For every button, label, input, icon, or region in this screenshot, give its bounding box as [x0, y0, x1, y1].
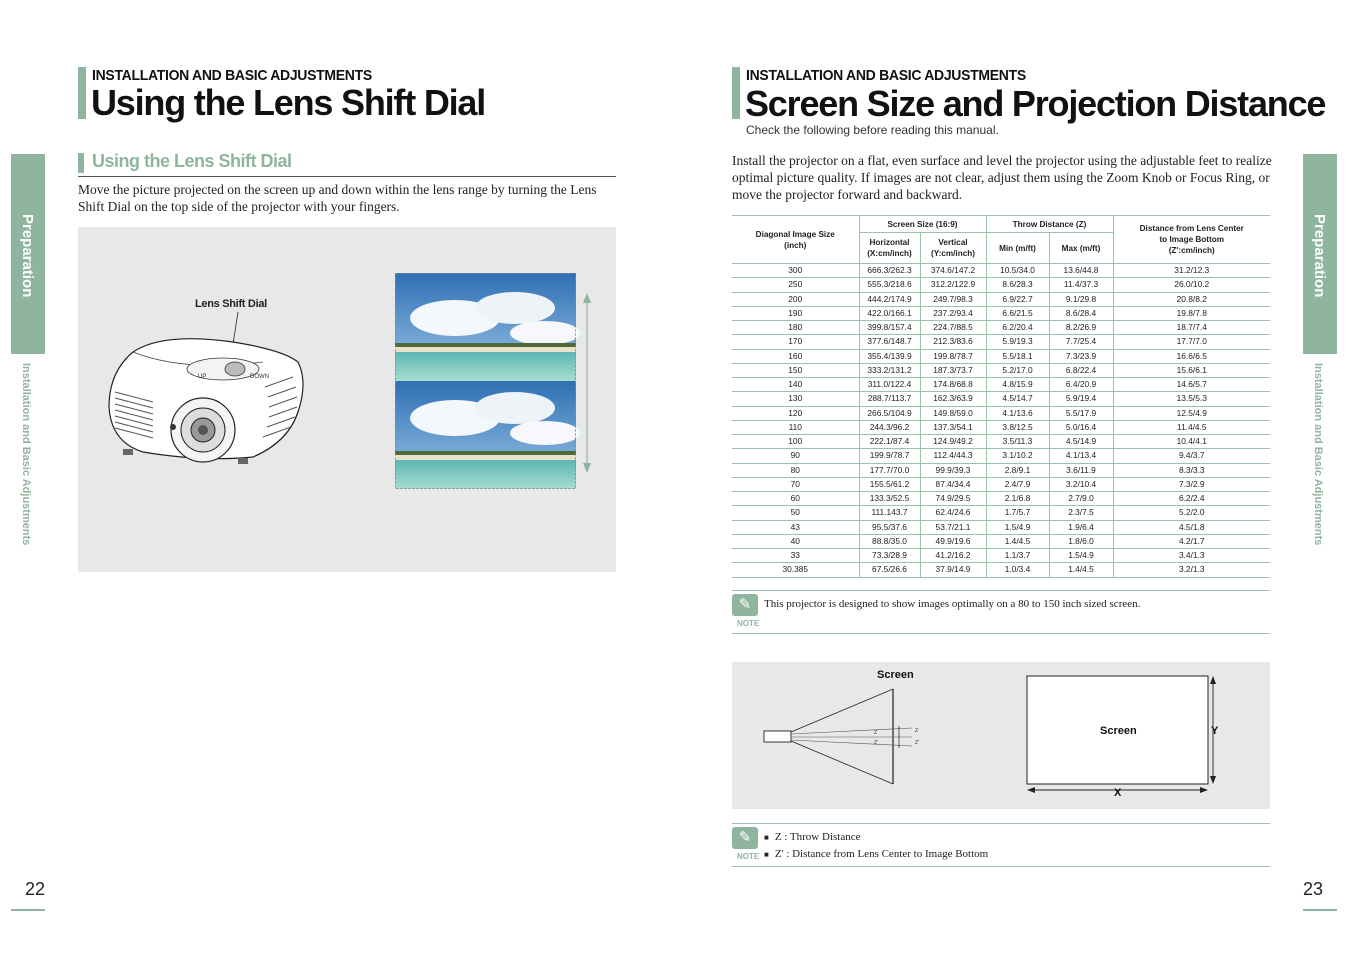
- table-cell: 2.1/6.8: [986, 492, 1049, 506]
- table-row: [732, 292, 1270, 306]
- table-cell: 3.1/10.2: [986, 449, 1049, 463]
- note2-item-2: [764, 846, 988, 863]
- table-cell: 2.8/9.1: [986, 463, 1049, 477]
- th-screen-size: Screen Size (16:9): [859, 216, 986, 233]
- table-body: [732, 264, 1270, 578]
- table-cell: 140: [732, 378, 859, 392]
- table-cell: 666.3/262.3: [859, 264, 920, 278]
- note1-top-rule: [732, 590, 1270, 591]
- table-row: [732, 435, 1270, 449]
- th-vertical: Vertical (Y:cm/inch): [920, 233, 986, 264]
- table-cell: 4.2/1.7: [1113, 534, 1270, 548]
- table-row: [732, 420, 1270, 434]
- table-cell: 222.1/87.4: [859, 435, 920, 449]
- table-cell: 6.8/22.4: [1049, 363, 1113, 377]
- x-axis-label: X: [1114, 787, 1122, 799]
- table-cell: 3.8/12.5: [986, 420, 1049, 434]
- section-divider: [78, 176, 616, 177]
- up-label: UP: [198, 374, 207, 380]
- note1-text: This projector is designed to show images optimally on a 80 to 150 inch sized screen.: [764, 598, 1141, 610]
- y-axis-label: Y: [1211, 725, 1219, 737]
- table-cell: 4.5/1.8: [1113, 520, 1270, 534]
- table-row: [732, 463, 1270, 477]
- table-cell: 62.4/24.6: [920, 506, 986, 520]
- table-cell: 187.3/73.7: [920, 363, 986, 377]
- table-cell: 33: [732, 549, 859, 563]
- table-cell: 244.3/96.2: [859, 420, 920, 434]
- note1-label: NOTE: [737, 619, 760, 628]
- image-upper: [395, 273, 580, 381]
- table-cell: 31.2/12.3: [1113, 264, 1270, 278]
- table-cell: 199.8/78.7: [920, 349, 986, 363]
- bullet-square-icon: ■: [764, 833, 769, 842]
- th-throw: Throw Distance (Z): [986, 216, 1113, 233]
- table-cell: 8.3/3.3: [1113, 463, 1270, 477]
- table-cell: 7.3/2.9: [1113, 477, 1270, 491]
- note2-top-rule: [732, 823, 1270, 824]
- table-cell: 137.3/54.1: [920, 420, 986, 434]
- table-cell: 4.5/14.9: [1049, 435, 1113, 449]
- left-side-tab: [11, 154, 45, 354]
- table-row: [732, 349, 1270, 363]
- table-cell: 3.2/10.4: [1049, 477, 1113, 491]
- table-row: [732, 549, 1270, 563]
- table-cell: 1.7/5.7: [986, 506, 1049, 520]
- right-page-number-rule: [1303, 909, 1337, 911]
- note2-item-1-text: Z : Throw Distance: [774, 831, 861, 843]
- table-cell: 3.4/1.3: [1113, 549, 1270, 563]
- projector-box: [764, 731, 791, 742]
- table-cell: 90: [732, 449, 859, 463]
- table-cell: 1.4/4.5: [1049, 563, 1113, 577]
- table-cell: 1.8/6.0: [1049, 534, 1113, 548]
- note-pencil-icon: ✎: [732, 594, 758, 616]
- table-cell: 74.9/29.5: [920, 492, 986, 506]
- table-cell: 155.5/61.2: [859, 477, 920, 491]
- right-side-tab: [1303, 154, 1337, 354]
- table-cell: 30.385: [732, 563, 859, 577]
- table-cell: 49.9/19.6: [920, 534, 986, 548]
- table-cell: 9.1/29.8: [1049, 292, 1113, 306]
- right-page-number: 23: [1303, 879, 1324, 899]
- table-cell: 3.5/11.3: [986, 435, 1049, 449]
- right-side-text: Installation and Basic Adjustments: [1312, 363, 1324, 546]
- table-cell: 224.7/88.5: [920, 321, 986, 335]
- table-cell: 4.8/15.9: [986, 378, 1049, 392]
- table-cell: 199.9/78.7: [859, 449, 920, 463]
- table-cell: 355.4/139.9: [859, 349, 920, 363]
- table-cell: 2.7/9.0: [1049, 492, 1113, 506]
- table-cell: 17.7/7.0: [1113, 335, 1270, 349]
- side-screen-label: Screen: [877, 669, 914, 681]
- table-cell: 15.6/6.1: [1113, 363, 1270, 377]
- table-cell: 8.2/26.9: [1049, 321, 1113, 335]
- table-cell: 7.3/23.9: [1049, 349, 1113, 363]
- table-cell: 1.0/3.4: [986, 563, 1049, 577]
- table-cell: 67.5/26.6: [859, 563, 920, 577]
- table-cell: 1.4/4.5: [986, 534, 1049, 548]
- table-cell: 37.9/14.9: [920, 563, 986, 577]
- table-cell: 20.8/8.2: [1113, 292, 1270, 306]
- table-cell: 212.3/83.6: [920, 335, 986, 349]
- left-kicker: INSTALLATION AND BASIC ADJUSTMENTS: [92, 66, 372, 84]
- projector-illustration: [103, 312, 313, 472]
- table-row: [732, 477, 1270, 491]
- left-section-bar: [78, 153, 84, 173]
- table-cell: 11.4/4.5: [1113, 420, 1270, 434]
- table-cell: 40: [732, 534, 859, 548]
- projected-images: [395, 273, 595, 493]
- left-section-heading: Using the Lens Shift Dial: [92, 151, 292, 171]
- table-cell: 95.5/37.6: [859, 520, 920, 534]
- dial-label: Lens Shift Dial: [195, 298, 267, 310]
- left-body-text: Move the picture projected on the screen up and down within the lens range by turning the Lens Shift Dial on the top side of the projector with your fingers.: [78, 182, 597, 214]
- table-cell: 50: [732, 506, 859, 520]
- zp-label-a: Z': [874, 740, 879, 746]
- table-cell: 190: [732, 306, 859, 320]
- table-cell: 6.2/2.4: [1113, 492, 1270, 506]
- table-cell: 1.1/3.7: [986, 549, 1049, 563]
- table-row: [732, 563, 1270, 577]
- table-cell: 13.5/5.3: [1113, 392, 1270, 406]
- table-row: [732, 306, 1270, 320]
- table-cell: 6.6/21.5: [986, 306, 1049, 320]
- projection-diagram-svg: [732, 662, 1270, 809]
- table-cell: 555.3/218.6: [859, 278, 920, 292]
- left-page-number-rule: [11, 909, 45, 911]
- table-cell: 5.5/18.1: [986, 349, 1049, 363]
- table-cell: 3.6/11.9: [1049, 463, 1113, 477]
- table-cell: 399.8/157.4: [859, 321, 920, 335]
- left-side-tab-label: Preparation: [19, 214, 36, 298]
- table-cell: 422.0/166.1: [859, 306, 920, 320]
- front-screen-label: Screen: [1100, 725, 1137, 737]
- table-row: [732, 406, 1270, 420]
- table-cell: 5.2/17.0: [986, 363, 1049, 377]
- note-pencil-icon-2: ✎: [732, 827, 758, 849]
- table-cell: 444.2/174.9: [859, 292, 920, 306]
- table-cell: 300: [732, 264, 859, 278]
- table-cell: 1.5/4.9: [986, 520, 1049, 534]
- th-distance: Distance from Lens Center to Image Bottom (Z':cm/inch): [1113, 216, 1270, 264]
- table-cell: 110: [732, 420, 859, 434]
- table-cell: 1.5/4.9: [1049, 549, 1113, 563]
- table-cell: 150: [732, 363, 859, 377]
- table-cell: 4.5/14.7: [986, 392, 1049, 406]
- right-body-text: Install the projector on a flat, even surface and level the projector using the adjustable feet to realize optimal picture quality. If images are not clear, adjust them using the Zoom Knob or Focus Ring, or move the projector forward and backward.: [732, 153, 1272, 202]
- projection-distance-table: [732, 215, 1270, 578]
- table-row: [732, 264, 1270, 278]
- table-cell: 6.4/20.9: [1049, 378, 1113, 392]
- table-cell: 162.3/63.9: [920, 392, 986, 406]
- table-cell: 111.143.7: [859, 506, 920, 520]
- table-cell: 1.9/6.4: [1049, 520, 1113, 534]
- right-page-title: Screen Size and Projection Distance: [745, 83, 1326, 124]
- table-cell: 26.0/10.2: [1113, 278, 1270, 292]
- right-subtitle: Check the following before reading this manual.: [746, 123, 999, 137]
- table-cell: 7.7/25.4: [1049, 335, 1113, 349]
- table-row: [732, 378, 1270, 392]
- left-page-title: Using the Lens Shift Dial: [91, 82, 486, 123]
- table-cell: 19.8/7.8: [1113, 306, 1270, 320]
- table-cell: 180: [732, 321, 859, 335]
- table-cell: 13.6/44.8: [1049, 264, 1113, 278]
- table-cell: 41.2/16.2: [920, 549, 986, 563]
- table-cell: 6.2/20.4: [986, 321, 1049, 335]
- table-cell: 250: [732, 278, 859, 292]
- table-cell: 12.5/4.9: [1113, 406, 1270, 420]
- table-cell: 120: [732, 406, 859, 420]
- table-row: [732, 520, 1270, 534]
- table-cell: 87.4/34.4: [920, 477, 986, 491]
- table-cell: 16.6/6.5: [1113, 349, 1270, 363]
- table-row: [732, 506, 1270, 520]
- right-kicker: INSTALLATION AND BASIC ADJUSTMENTS: [746, 66, 1026, 84]
- table-cell: 70: [732, 477, 859, 491]
- table-cell: 14.6/5.7: [1113, 378, 1270, 392]
- table-cell: 177.7/70.0: [859, 463, 920, 477]
- table-cell: 266.5/104.9: [859, 406, 920, 420]
- table-cell: 9.4/3.7: [1113, 449, 1270, 463]
- th-min: Min (m/ft): [986, 233, 1049, 264]
- table-cell: 130: [732, 392, 859, 406]
- table-row: [732, 534, 1270, 548]
- table-cell: 133.3/52.5: [859, 492, 920, 506]
- table-cell: 5.5/17.9: [1049, 406, 1113, 420]
- table-cell: 43: [732, 520, 859, 534]
- table-cell: 5.2/2.0: [1113, 506, 1270, 520]
- table-cell: 160: [732, 349, 859, 363]
- table-row: [732, 335, 1270, 349]
- projection-diagram: [732, 662, 1270, 809]
- table-cell: 88.8/35.0: [859, 534, 920, 548]
- note2-item-2-text: Z' : Distance from Lens Center to Image Bottom: [774, 848, 989, 860]
- right-side-tab-label: Preparation: [1311, 214, 1328, 298]
- left-title-bar: [78, 67, 86, 119]
- table-row: [732, 278, 1270, 292]
- down-label: DOWN: [250, 374, 269, 380]
- table-cell: 3.2/1.3: [1113, 563, 1270, 577]
- table-cell: 149.8/59.0: [920, 406, 986, 420]
- table-cell: 174.8/68.8: [920, 378, 986, 392]
- note1-bottom-rule: [732, 633, 1270, 634]
- table-cell: 5.9/19.3: [986, 335, 1049, 349]
- table-cell: 2.4/7.9: [986, 477, 1049, 491]
- bullet-square-icon: ■: [764, 850, 769, 859]
- note2-bottom-rule: [732, 866, 1270, 867]
- table-cell: 200: [732, 292, 859, 306]
- table-cell: 2.3/7.5: [1049, 506, 1113, 520]
- table-cell: 8.6/28.3: [986, 278, 1049, 292]
- table-cell: 288.7/113.7: [859, 392, 920, 406]
- th-max: Max (m/ft): [1049, 233, 1113, 264]
- note2-item-1: [764, 829, 860, 846]
- table-cell: 53.7/21.1: [920, 520, 986, 534]
- table-cell: 8.6/28.4: [1049, 306, 1113, 320]
- table-cell: 6.9/22.7: [986, 292, 1049, 306]
- z-label-a: Z: [874, 730, 878, 736]
- table-cell: 10.4/4.1: [1113, 435, 1270, 449]
- right-title-bar: [732, 67, 740, 119]
- table-cell: 18.7/7.4: [1113, 321, 1270, 335]
- table-cell: 60: [732, 492, 859, 506]
- table-cell: 312.2/122.9: [920, 278, 986, 292]
- table-cell: 73.3/28.9: [859, 549, 920, 563]
- table-cell: 124.9/49.2: [920, 435, 986, 449]
- table-cell: 80: [732, 463, 859, 477]
- table-cell: 249.7/98.3: [920, 292, 986, 306]
- table-row: [732, 449, 1270, 463]
- table-row: [732, 392, 1270, 406]
- table-cell: 11.4/37.3: [1049, 278, 1113, 292]
- table-cell: 99.9/39.3: [920, 463, 986, 477]
- table-cell: 170: [732, 335, 859, 349]
- note2-label: NOTE: [737, 852, 760, 861]
- table-row: [732, 363, 1270, 377]
- table-cell: 311.0/122.4: [859, 378, 920, 392]
- table-row: [732, 492, 1270, 506]
- z-label-b: Z: [915, 728, 919, 734]
- table-cell: 333.2/131.2: [859, 363, 920, 377]
- table-cell: 5.9/19.4: [1049, 392, 1113, 406]
- table-cell: 100: [732, 435, 859, 449]
- table-cell: 237.2/93.4: [920, 306, 986, 320]
- lens-shift-figure: [78, 227, 616, 572]
- th-horizontal: Horizontal (X:cm/inch): [859, 233, 920, 264]
- table-cell: 377.6/148.7: [859, 335, 920, 349]
- table-cell: 4.1/13.4: [1049, 449, 1113, 463]
- left-page-number: 22: [25, 879, 46, 899]
- th-diagonal: Diagonal Image Size (inch): [732, 216, 859, 264]
- image-lower: [395, 381, 580, 489]
- table-row: [732, 321, 1270, 335]
- table-cell: 5.0/16.4: [1049, 420, 1113, 434]
- table-cell: 4.1/13.6: [986, 406, 1049, 420]
- table-cell: 10.5/34.0: [986, 264, 1049, 278]
- zp-label-b: Z': [915, 740, 920, 746]
- table-cell: 112.4/44.3: [920, 449, 986, 463]
- table-cell: 374.6/147.2: [920, 264, 986, 278]
- left-side-text: Installation and Basic Adjustments: [20, 363, 32, 546]
